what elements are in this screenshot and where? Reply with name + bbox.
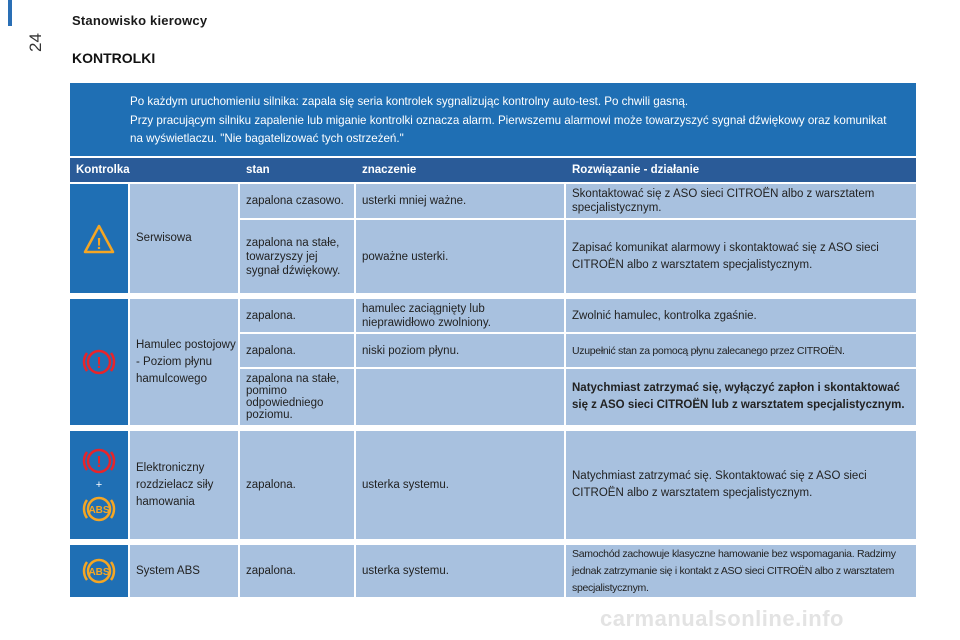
table-row bbox=[240, 545, 916, 597]
warning-lights-table bbox=[70, 158, 916, 597]
brake-exclamation: ! bbox=[96, 454, 102, 471]
table-row bbox=[240, 369, 916, 425]
group-name: System ABS bbox=[130, 545, 238, 597]
header-stan: stan bbox=[246, 164, 270, 176]
cell-rozwiazanie: Skontaktować się z ASO sieci CITROËN albo z warsztatem specjalistycznym. bbox=[566, 184, 916, 218]
abs-icon bbox=[81, 492, 117, 526]
cell-znaczenie: usterki mniej ważne. bbox=[356, 184, 564, 218]
icon-cell bbox=[70, 431, 128, 539]
cell-stan: zapalona na stałe, pomimo odpowiedniego poziomu. bbox=[240, 369, 354, 425]
cell-znaczenie: hamulec zaciągnięty lub nieprawidłowo zwolniony. bbox=[356, 299, 564, 332]
header-rozwiazanie: Rozwiązanie - działanie bbox=[572, 164, 700, 176]
cell-stan: zapalona. bbox=[240, 334, 354, 367]
group-name: Hamulec postojowy - Poziom płynu hamulcowego bbox=[130, 299, 238, 425]
page-heading: KONTROLKI bbox=[72, 50, 156, 66]
icon-cell bbox=[70, 545, 128, 597]
table-header bbox=[70, 158, 916, 182]
cell-rozwiazanie: Natychmiast zatrzymać się, wyłączyć zapłon i skontaktować się z ASO sieci CITROËN lub z warsztatem specjalistycznym. bbox=[566, 369, 916, 425]
brake-warning-icon bbox=[81, 345, 117, 379]
warning-exclamation: ! bbox=[96, 235, 102, 253]
section-title: Stanowisko kierowcy bbox=[72, 13, 208, 28]
cell-znaczenie: niski poziom płynu. bbox=[356, 334, 564, 367]
cell-stan: zapalona. bbox=[240, 299, 354, 332]
cell-stan: zapalona. bbox=[240, 431, 354, 539]
cell-znaczenie: poważne usterki. bbox=[356, 220, 564, 293]
cell-stan: zapalona na stałe, towarzyszy jej sygnał dźwiękowy. bbox=[240, 220, 354, 293]
intro-line-2: Przy pracującym silniku zapalenie lub miganie kontrolki oznacza alarm. Pierwszemu alarmowi może towarzyszyć sygnał dźwiękowy oraz komunikat na wyświetlaczu. "Nie bagatelizować tych ostrzeżeń." bbox=[130, 114, 887, 145]
brake-exclamation: ! bbox=[96, 355, 102, 372]
table-row bbox=[240, 220, 916, 293]
group-name: Elektroniczny rozdzielacz siły hamowania bbox=[130, 431, 238, 539]
cell-stan: zapalona czasowo. bbox=[240, 184, 354, 218]
cell-rozwiazanie: Zapisać komunikat alarmowy i skontaktować się z ASO sieci CITROËN albo z warsztatem specjalistycznym. bbox=[566, 220, 916, 293]
icon-cell bbox=[70, 184, 128, 293]
brake-warning-icon bbox=[81, 444, 117, 478]
abs-icon bbox=[81, 554, 117, 588]
cell-rozwiazanie: Samochód zachowuje klasyczne hamowanie bez wspomagania. Radzimy jednak zatrzymanie się i kontakt z ASO sieci CITROËN albo z warsztatem specjalistycznym. bbox=[566, 545, 916, 597]
cell-znaczenie: usterka systemu. bbox=[356, 545, 564, 597]
watermark: carmanualsonline.info bbox=[600, 606, 844, 631]
group-name: Serwisowa bbox=[130, 184, 238, 293]
group-serwisowa bbox=[70, 184, 916, 293]
group-hamulec-postojowy bbox=[70, 299, 916, 425]
table-row bbox=[240, 431, 916, 539]
cell-stan: zapalona. bbox=[240, 545, 354, 597]
intro-line-1: Po każdym uruchomieniu silnika: zapala się seria kontrolek sygnalizując kontrolny auto-test. Po chwili gasną. bbox=[130, 95, 689, 108]
abs-label: ABS bbox=[88, 567, 110, 578]
table-row bbox=[240, 184, 916, 218]
table-row bbox=[240, 299, 916, 332]
page-number: 24 bbox=[26, 33, 45, 52]
icon-joiner: + bbox=[95, 479, 103, 491]
header-kontrolka: Kontrolka bbox=[76, 164, 130, 176]
cell-rozwiazanie: Uzupełnić stan za pomocą płynu zalecanego przez CITROËN. bbox=[566, 334, 916, 367]
cell-znaczenie: usterka systemu. bbox=[356, 431, 564, 539]
group-system-abs bbox=[70, 545, 916, 597]
warning-triangle-icon bbox=[82, 223, 116, 255]
header-znaczenie: znaczenie bbox=[362, 164, 417, 176]
cell-rozwiazanie: Natychmiast zatrzymać się. Skontaktować się z ASO sieci CITROËN albo z warsztatem specjalistycznym. bbox=[566, 431, 916, 539]
cell-znaczenie bbox=[356, 369, 564, 425]
cell-rozwiazanie: Zwolnić hamulec, kontrolka zgaśnie. bbox=[566, 299, 916, 332]
group-elektroniczny-rozdzielacz bbox=[70, 431, 916, 539]
intro-box bbox=[70, 83, 916, 156]
table-row bbox=[240, 334, 916, 367]
abs-label: ABS bbox=[88, 505, 110, 516]
icon-cell bbox=[70, 299, 128, 425]
section-marker bbox=[8, 0, 12, 26]
